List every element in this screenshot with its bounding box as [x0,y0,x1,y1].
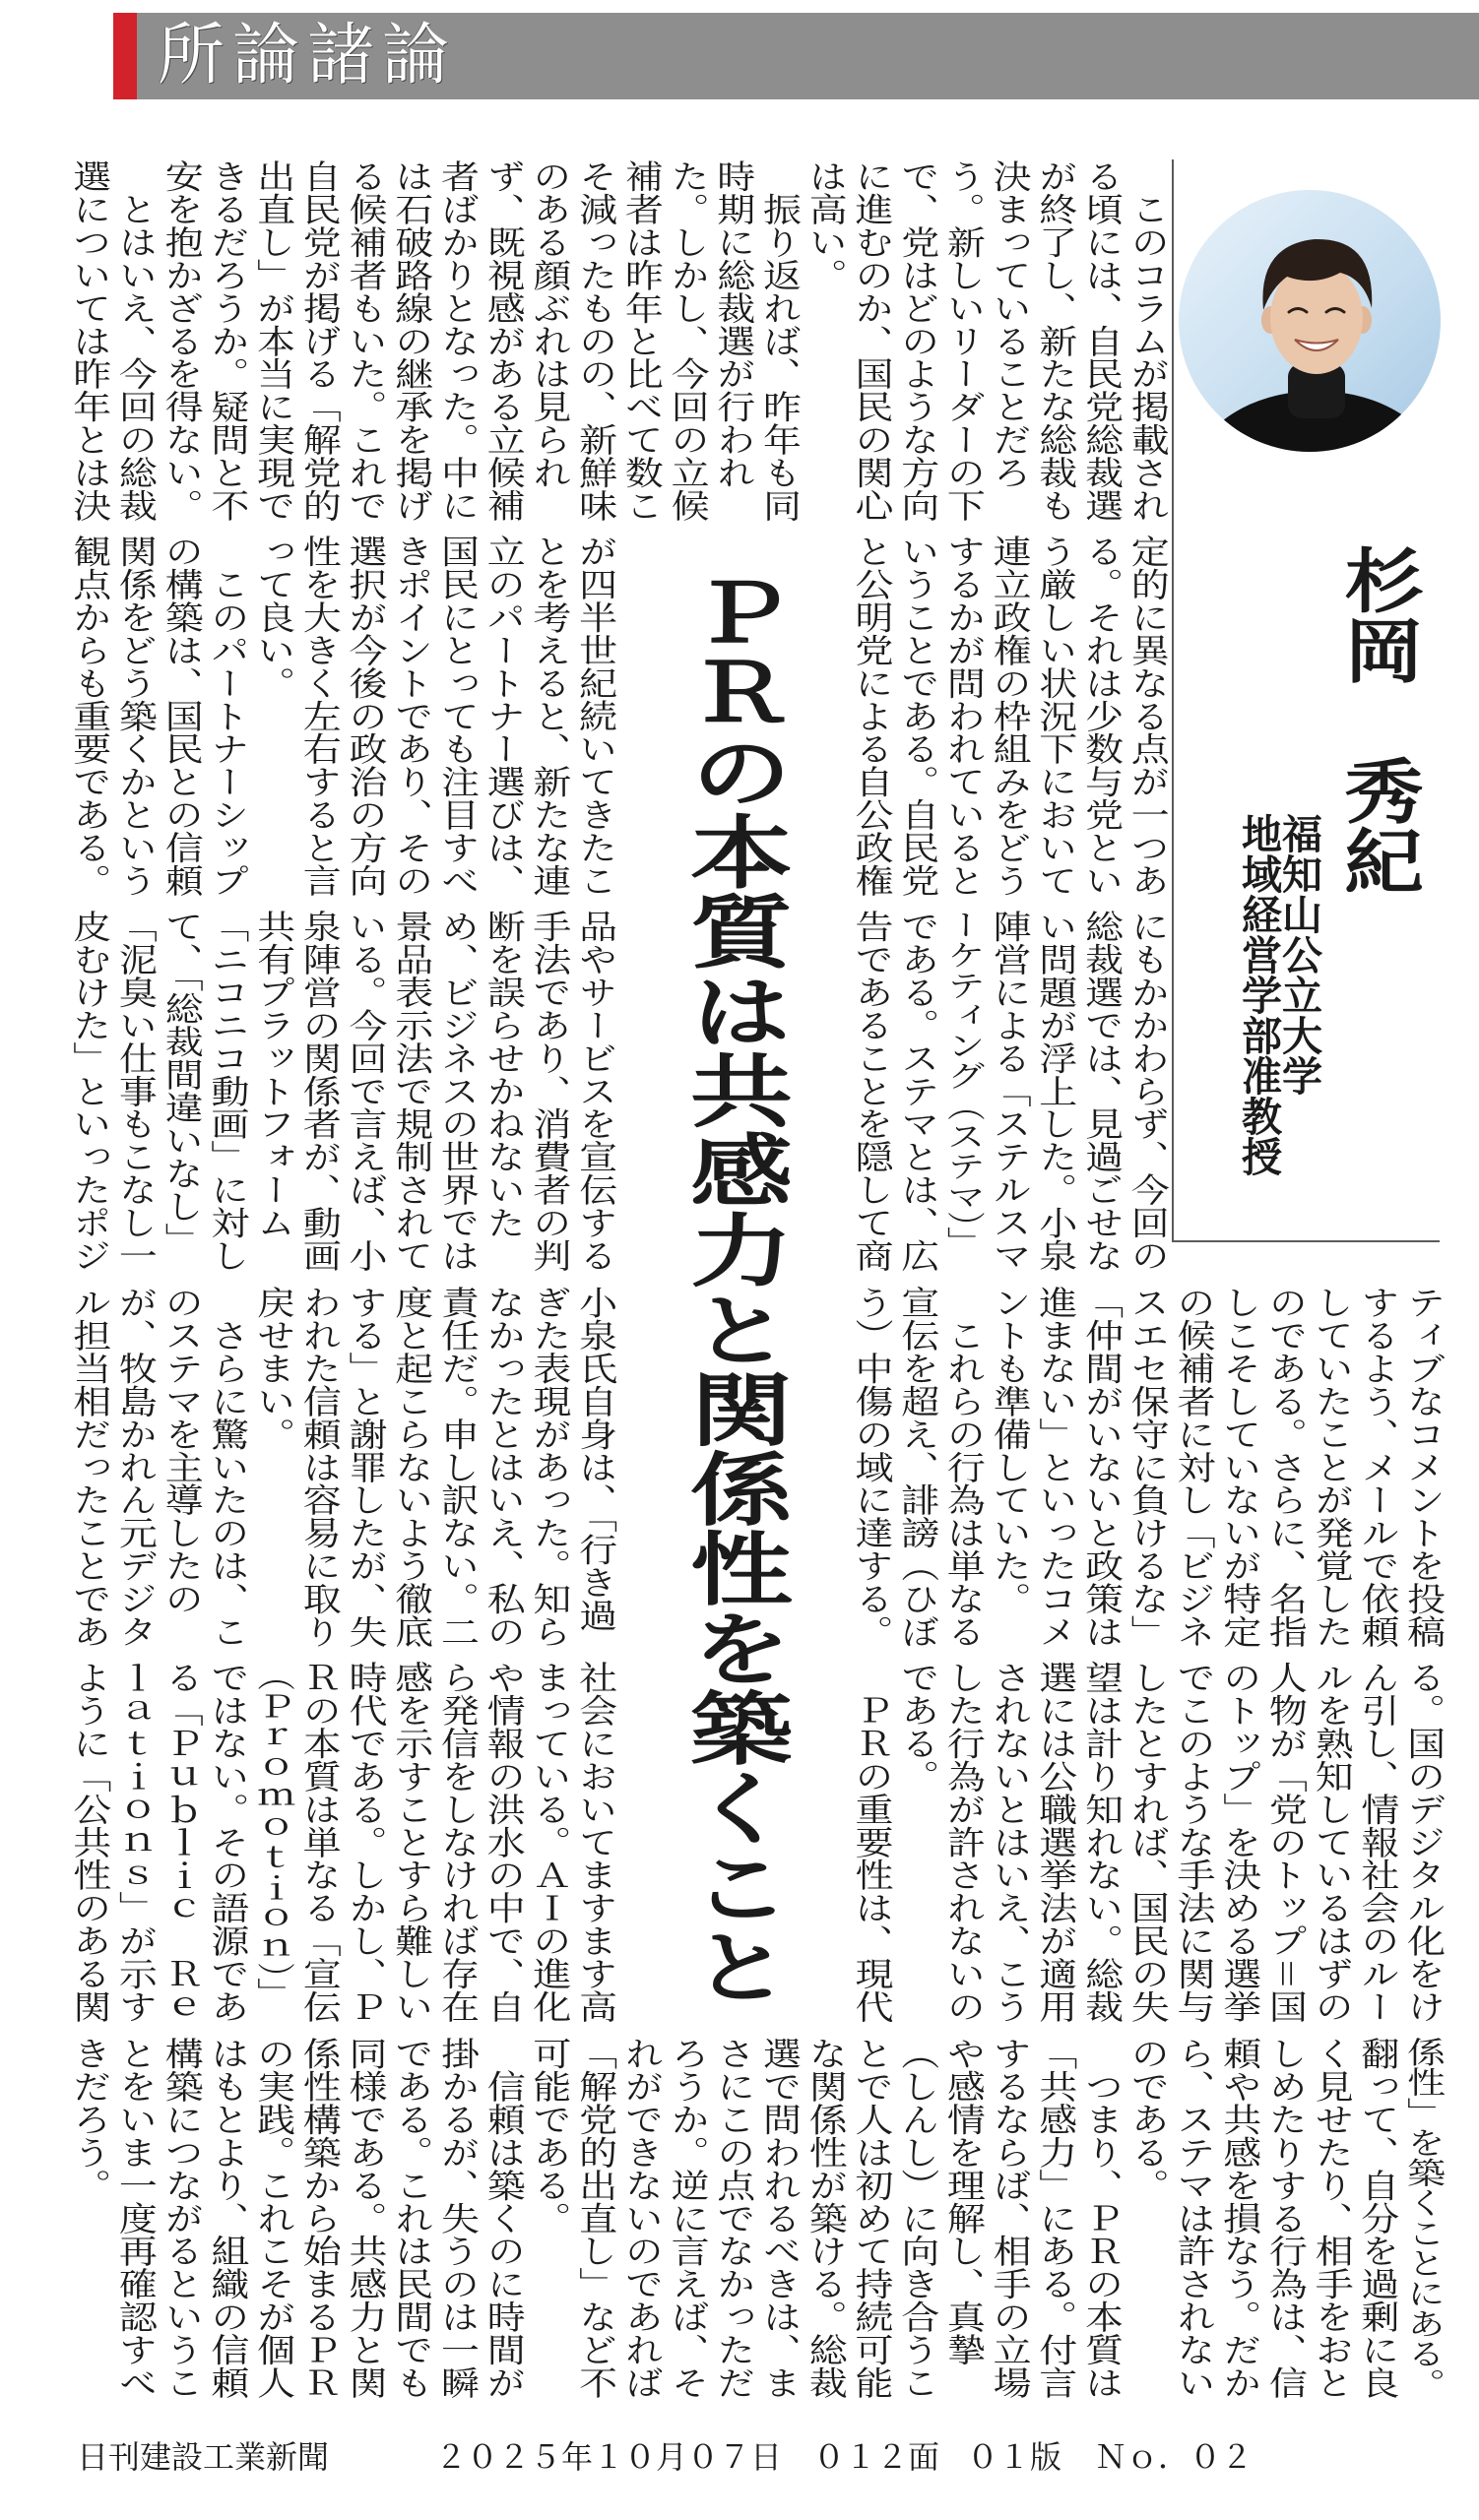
text-column: ーケティング（ステマ）」 [940,910,986,1257]
text-column: 振り返れば、昨年も同 [756,159,802,523]
text-column: 度と起こらないよう徹底 [388,1286,433,1649]
text-column: なかったとはいえ、私の [481,1286,526,1649]
text-column: の実践。これこそが個人 [250,2037,295,2400]
text-column: そ減ったものの、新鮮味 [572,159,617,523]
text-column: 「仲間がいないと政策は [1078,1286,1124,1649]
text-column: でこのような手法に関与 [1171,1661,1215,2024]
text-column: いうことである。自民党 [894,535,939,898]
author-affiliation-university: 福知山公立大学 [1275,813,1322,1096]
text-column: われた信頼は容易に取り [296,1286,342,1649]
text-column: のトップ」を決める選挙 [1216,1661,1261,2024]
section-accent-bar [113,13,137,99]
text-column: このパートナーシップ [204,535,249,898]
text-column: （Ｐｒｏｍｏｔｉｏｎ）」 [250,1661,295,2008]
text-column: 自民党が掲げる「解党的 [296,159,342,523]
text-column: 景品表示法で規制されて [388,910,433,1273]
text-column: 補者は昨年と比べて数こ [618,159,664,523]
text-column: 立のパートナー選びは、 [481,535,526,898]
text-column: れができないのであれば [618,2037,664,2400]
text-column: に進むのか、国民の関心 [849,159,893,523]
text-column: 断を誤らせかねないた [481,910,526,1239]
text-column: 「共感力」にある。付言 [1032,2037,1077,2400]
text-column: つまり、ＰＲの本質は [1078,2037,1124,2400]
text-column: 告であることを隠して商 [849,910,893,1273]
text-column: と公明党による自公政権 [849,535,893,898]
article-headline: ＰＲの本質は共感力と関係性を築くこと [673,572,794,2006]
text-column: 連立政権の枠組みをどう [987,535,1032,898]
text-column: って良い。 [250,535,295,700]
author-photo [1179,190,1441,452]
text-column: る「Ｐｕｂｌｉｃ Ｒｅ [159,1661,204,2024]
text-column: とを考えると、新たな連 [526,535,571,898]
text-column: はもとより、組織の信頼 [204,2037,249,2400]
text-column: 時期に総裁選が行われ [710,159,755,489]
text-column: きポイントであり、その [388,535,433,898]
text-column: Ｒの本質は単なる「宣伝 [296,1661,342,2024]
text-column: ん引し、情報社会のルー [1354,1661,1399,2024]
section-label: 所論諸論 [158,17,458,94]
text-column: しめたりする行為は、信 [1262,2037,1308,2400]
text-column: 観点からも重要である。 [66,535,111,898]
text-column: とで人は初めて持続可能 [849,2037,893,2400]
text-column: 出直し」が本当に実現で [250,159,295,523]
text-column: る。それは少数与党とい [1078,535,1124,898]
text-column: いる。今回で言えば、小 [343,910,387,1273]
text-column: 総裁選では、見過ごせな [1078,910,1124,1273]
author-affiliation-title: 地域経営学部准教授 [1235,813,1282,1176]
text-column: 係性」を築くことにある。 [1400,2037,1446,2399]
text-column: 性を大きく左右すると言 [296,535,342,898]
text-column: で、党はどのような方向 [894,159,939,523]
text-column: ように「公共性のある関 [66,1661,111,2024]
text-column: のである。 [1125,2037,1170,2202]
text-column: ら発信をしなければ存在 [434,1661,480,2024]
text-column: る候補者もいた。これで [343,159,387,523]
footer-publication: 日刊建設工業新聞 [77,2438,330,2476]
text-column: 選には公職選挙法が適用 [1032,1661,1077,2024]
text-column: である。ステマとは、広 [894,910,939,1273]
text-column: 「ニコニコ動画」に対し [204,910,249,1273]
text-column: しこそしていないが特定 [1216,1286,1261,1649]
text-column: 人物が「党のトップ＝国 [1262,1661,1308,2024]
text-column: る。国のデジタル化をけ [1400,1661,1446,2024]
text-column: 時代である。しかし、Ｐ [343,1661,387,2024]
text-column: 可能である。 [526,2037,571,2235]
text-column: 信頼は築くのに時間が [481,2037,526,2400]
text-column: 宣伝を超え、誹謗（ひぼ [894,1286,939,1649]
text-column: するかが問われていると [940,535,986,898]
text-column: い問題が浮上した。小泉 [1032,910,1077,1273]
text-column: ず、既視感がある立候補 [481,159,526,523]
text-column: さらに驚いたのは、こ [204,1286,249,1649]
text-column: まっている。ＡＩの進化 [526,1661,571,2024]
text-column: する」と謝罪したが、失 [343,1286,387,1649]
text-column: のある顔ぶれは見られ [526,159,571,489]
text-column: が四半世紀続いてきたこ [572,535,617,898]
text-column: 責任だ。申し訳ない。二 [434,1286,480,1649]
text-column: て、「総裁間違いなし」 [159,910,204,1256]
text-column: は石破路線の継承を掲げ [388,159,433,523]
text-column: 構築につながるというこ [159,2037,204,2400]
text-column: 皮むけた」といったポジ [66,910,111,1273]
text-column: とをいま一度再確認すべ [112,2037,158,2400]
text-column: ントも準備していた。 [987,1286,1032,1615]
text-column: が、牧島かれん元デジタ [112,1286,158,1649]
text-column: め、ビジネスの世界では [434,910,480,1273]
text-column: これらの行為は単なる [940,1286,986,1649]
text-column: の構築は、国民との信頼 [159,535,204,898]
text-column: ろうか。逆に言えば、そ [665,2037,710,2400]
text-column: ル担当相だったことであ [66,1286,111,1649]
text-column: や情報の洪水の中で、自 [481,1661,526,2024]
text-column: 陣営による「ステルスマ [987,910,1032,1273]
text-column: 小泉氏自身は、「行き過 [572,1286,617,1632]
text-column: このコラムが掲載され [1125,159,1170,523]
text-column: う）中傷の域に達する。 [849,1286,893,1649]
text-column: ら、ステマは許されない [1171,2037,1215,2400]
footer-number: Ｎｏ．０２ [1095,2438,1254,2476]
text-column: さにこの点でなかっただ [710,2037,755,2400]
text-column: ではない。その語源であ [204,1661,249,2024]
text-column: 選択が今後の政治の方向 [343,535,387,898]
text-column: （しんし）に向き合うこ [894,2037,939,2400]
text-column: う。新しいリーダーの下 [940,159,986,523]
footer-page: ０１２面 [813,2438,940,2476]
text-column: 望は計り知れない。総裁 [1078,1661,1124,2024]
text-column: 選については昨年とは決 [66,159,111,523]
text-column: されないとはいえ、こう [987,1661,1032,2024]
footer-date: ２０２５年１０月０７日 [435,2438,783,2476]
text-column: ｌａｔｉｏｎｓ」が示す [112,1661,158,2024]
author-panel-divider-horizontal [1172,1240,1440,1242]
text-column: するならば、相手の立場 [987,2037,1032,2400]
text-column: 感を示すことすら難しい [388,1661,433,2024]
text-column: な関係性が築ける。総裁 [803,2037,848,2400]
text-column: 戻せまい。 [250,1286,295,1451]
text-column: 「泥臭い仕事もこなし一 [112,910,158,1273]
text-column: していたことが発覚した [1309,1286,1354,1649]
text-column: う厳しい状況下において [1032,535,1077,898]
text-column: 「解党的出直し」など不 [572,2037,617,2400]
text-column: 安を抱かざるを得ない。 [159,159,204,523]
text-column: である。これは民間でも [388,2037,433,2400]
text-column: である。 [894,1661,939,1793]
text-column: 選で問われるべきは、ま [756,2037,802,2400]
text-column: とはいえ、今回の総裁 [112,159,158,523]
text-column: した行為が許されないの [940,1661,986,2024]
text-column: 係性構築から始まるＰＲ [296,2037,342,2400]
text-column: 国民にとっても注目すべ [434,535,480,898]
text-column: にもかかわらず、今回の [1125,910,1170,1273]
text-column: 社会においてますます高 [572,1661,617,2024]
text-column: 者ばかりとなった。中に [434,159,480,523]
text-column: ぎた表現があった。知ら [526,1286,571,1649]
text-column: 翻って、自分を過剰に良 [1354,2037,1399,2400]
text-column: 進まない」といったコメ [1032,1286,1077,1649]
text-column: ティブなコメントを投稿 [1400,1286,1446,1649]
author-name: 杉岡 秀紀 [1331,544,1424,895]
text-column: するよう、メールで依頼 [1354,1286,1399,1649]
text-column: きだろう。 [66,2037,111,2202]
text-column: ルを熟知しているはずの [1309,1661,1354,2024]
text-column: きるだろうか。疑問と不 [204,159,249,523]
footer-edition: ０１版 [967,2438,1062,2476]
text-column: したとすれば、国民の失 [1125,1661,1170,2024]
author-portrait [1179,190,1441,452]
text-column: 品やサービスを宣伝する [572,910,617,1273]
text-column: 頼や共感を損なう。だか [1216,2037,1261,2400]
text-column: 泉陣営の関係者が、動画 [296,910,342,1273]
text-column: ＰＲの重要性は、現代 [849,1661,893,2024]
text-column: の候補者に対し「ビジネ [1171,1286,1215,1649]
text-column: のステマを主導したの [159,1286,204,1615]
text-column: 定的に異なる点が一つあ [1125,535,1170,898]
text-column: る頃には、自民党総裁選 [1078,159,1124,523]
author-panel-divider-vertical [1172,159,1174,1242]
text-column: や感情を理解し、真摯 [940,2037,986,2366]
text-column: 共有プラットフォーム [250,910,295,1239]
text-column: スエセ保守に負けるな」 [1125,1286,1170,1649]
text-column: は高い。 [803,159,848,291]
text-column: 掛かるが、失うのは一瞬 [434,2037,480,2400]
text-column: 同様である。共感力と関 [343,2037,387,2400]
text-column: が終了し、新たな総裁も [1032,159,1077,523]
text-column: のである。さらに、名指 [1262,1286,1308,1649]
text-column: 手法であり、消費者の判 [526,910,571,1273]
text-column: 関係をどう築くかという [112,535,158,898]
text-column: く見せたり、相手をおと [1309,2037,1354,2400]
text-column: 決まっていることだろ [987,159,1032,489]
text-column: た。しかし、今回の立候 [665,159,710,523]
